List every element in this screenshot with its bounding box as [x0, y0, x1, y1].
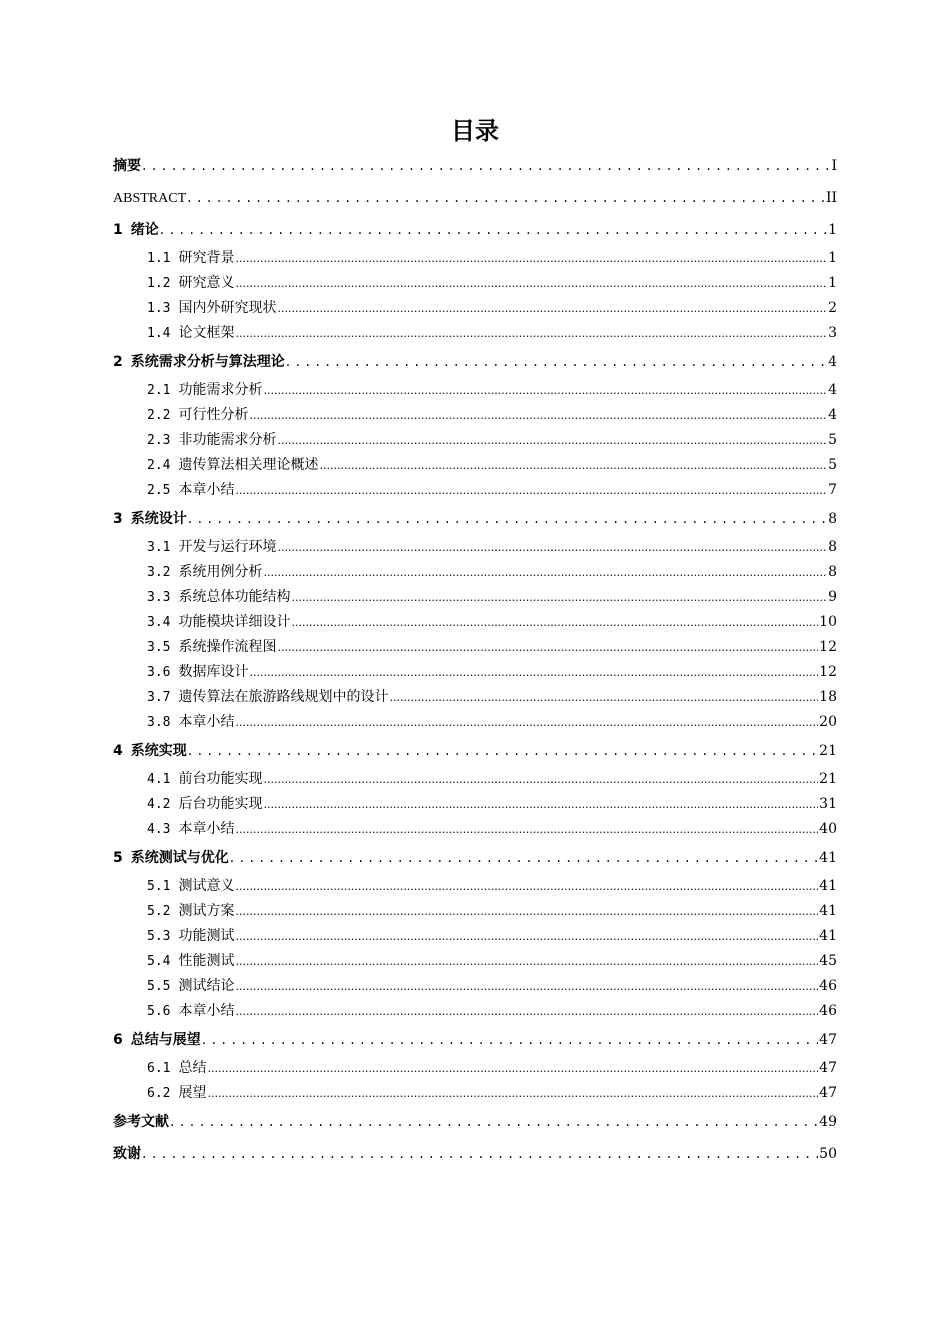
toc-dot-leader: [160, 214, 827, 246]
toc-section-entry[interactable]: [113, 899, 837, 924]
toc-entry-number: 4.2: [147, 797, 171, 812]
toc-section-entry[interactable]: [113, 271, 837, 296]
toc-section-entry[interactable]: [113, 874, 837, 899]
toc-entry-label: [113, 503, 187, 535]
toc-page-number: 21: [819, 771, 837, 787]
toc-entry-label: [147, 999, 234, 1024]
toc-page-number: 41: [819, 903, 837, 919]
toc-entry-number: 3.6: [147, 665, 171, 680]
toc-entry-number: 1.3: [147, 301, 171, 316]
toc-dot-leader: [291, 585, 827, 610]
toc-entry-number: 5.1: [147, 879, 171, 894]
toc-section-entry[interactable]: [113, 660, 837, 685]
toc-entry-number: 5.3: [147, 929, 171, 944]
toc-entry-title: 绪论: [130, 222, 159, 238]
toc-entry-title: 研究背景: [178, 250, 235, 266]
toc-section-entry[interactable]: [113, 378, 837, 403]
toc-chapter-entry[interactable]: [113, 503, 837, 535]
toc-page-number: 47: [819, 1060, 837, 1076]
toc-entry-number: 5.2: [147, 904, 171, 919]
toc-page-number: 31: [819, 796, 837, 812]
toc-entry-title: 本章小结: [178, 821, 235, 837]
toc-page-number: 50: [819, 1146, 837, 1162]
toc-dot-leader: [389, 685, 818, 710]
toc-entry-label: [147, 767, 262, 792]
toc-section-entry[interactable]: [113, 453, 837, 478]
toc-entry-label: [147, 817, 234, 842]
toc-section-entry[interactable]: [113, 767, 837, 792]
page-title: 目录: [451, 117, 499, 145]
toc-page-number: 46: [819, 1003, 837, 1019]
toc-section-entry[interactable]: [113, 321, 837, 346]
toc-entry-title: 功能测试: [178, 928, 235, 944]
toc-entry-label: [147, 296, 276, 321]
toc-entry-label: [147, 899, 234, 924]
toc-entry-label: [113, 182, 186, 215]
toc-entry-title: 功能模块详细设计: [178, 614, 291, 630]
toc-page-number: 45: [819, 953, 837, 969]
toc-page-number: 41: [819, 850, 837, 866]
toc-entry-number: 3: [113, 511, 123, 527]
toc-entry-label: [113, 150, 141, 182]
toc-entry-title: 摘要: [113, 158, 141, 174]
toc-entry-number: 3.8: [147, 715, 171, 730]
toc-section-entry[interactable]: [113, 428, 837, 453]
toc-page-number: 41: [819, 928, 837, 944]
toc-page-number: 5: [828, 457, 837, 473]
toc-page-number: 10: [819, 614, 837, 630]
toc-entry-title: 系统需求分析与算法理论: [130, 354, 285, 370]
toc-entry-title: 致谢: [113, 1146, 141, 1162]
toc-entry-title: 开发与运行环境: [178, 539, 277, 555]
toc-dot-leader: [142, 150, 830, 182]
toc-entry-label: [147, 246, 234, 271]
toc-entry-number: 3.4: [147, 615, 171, 630]
toc-entry-label: [113, 1138, 141, 1170]
toc-dot-leader: [235, 999, 818, 1024]
toc-entry-label: [147, 271, 234, 296]
toc-entry-label: [147, 585, 290, 610]
toc-dot-leader: [277, 428, 827, 453]
toc-page-number: 7: [828, 482, 837, 498]
toc-dot-leader: [277, 635, 818, 660]
toc-entry-label: [147, 535, 276, 560]
toc-entry-title: 论文框架: [178, 325, 235, 341]
toc-section-entry[interactable]: [113, 478, 837, 503]
toc-entry-title: 前台功能实现: [178, 771, 263, 787]
toc-entry-title: 测试方案: [178, 903, 235, 919]
toc-entry-label: [147, 610, 290, 635]
toc-page-number: II: [825, 190, 837, 206]
toc-page-number: 4: [828, 407, 837, 423]
toc-chapter-entry[interactable]: [113, 1106, 837, 1138]
toc-entry-number: 1.2: [147, 276, 171, 291]
toc-entry-title: 非功能需求分析: [178, 432, 277, 448]
toc-dot-leader: [235, 710, 818, 735]
toc-chapter-entry[interactable]: [113, 214, 837, 246]
toc-dot-leader: [235, 924, 818, 949]
toc-entry-number: 5.4: [147, 954, 171, 969]
toc-entry-number: 5.5: [147, 979, 171, 994]
toc-page-number: 47: [819, 1085, 837, 1101]
toc-page-number: 8: [828, 564, 837, 580]
toc-entry-label: [147, 478, 234, 503]
toc-entry-label: [147, 378, 262, 403]
toc-page-number: 47: [819, 1032, 837, 1048]
toc-entry-number: 3.1: [147, 540, 171, 555]
toc-dot-leader: [249, 660, 818, 685]
toc-entry-number: 5.6: [147, 1004, 171, 1019]
toc-page-number: 4: [828, 382, 837, 398]
toc-section-entry[interactable]: [113, 403, 837, 428]
toc-page-number: 12: [819, 639, 837, 655]
toc-page-number: 20: [819, 714, 837, 730]
toc-entry-number: 2.2: [147, 408, 171, 423]
table-of-contents: [113, 150, 837, 1170]
toc-entry-title: 研究意义: [178, 275, 235, 291]
toc-dot-leader: [235, 874, 818, 899]
toc-entry-number: 6: [113, 1032, 123, 1048]
toc-dot-leader: [263, 767, 818, 792]
toc-page-number: 2: [828, 300, 837, 316]
toc-entry-number: 6.1: [147, 1061, 171, 1076]
toc-dot-leader: [235, 899, 818, 924]
toc-section-entry[interactable]: [113, 246, 837, 271]
toc-entry-number: 4.3: [147, 822, 171, 837]
toc-page-number: 1: [828, 250, 837, 266]
toc-entry-number: 3.3: [147, 590, 171, 605]
toc-entry-label: [113, 1106, 169, 1138]
toc-section-entry[interactable]: [113, 635, 837, 660]
toc-entry-label: [113, 214, 159, 246]
toc-entry-title: 功能需求分析: [178, 382, 263, 398]
toc-entry-number: 3.5: [147, 640, 171, 655]
toc-section-entry[interactable]: [113, 610, 837, 635]
toc-entry-label: [147, 792, 262, 817]
toc-section-entry[interactable]: [113, 792, 837, 817]
toc-section-entry[interactable]: [113, 1056, 837, 1081]
toc-entry-title: 总结: [178, 1060, 207, 1076]
toc-section-entry[interactable]: [113, 924, 837, 949]
toc-entry-label: [113, 842, 229, 874]
toc-dot-leader: [142, 1138, 818, 1170]
toc-dot-leader: [235, 271, 827, 296]
toc-entry-title: 展望: [178, 1085, 207, 1101]
toc-entry-number: 4: [113, 743, 123, 759]
toc-section-entry[interactable]: [113, 974, 837, 999]
toc-dot-leader: [235, 246, 827, 271]
toc-dot-leader: [207, 1056, 818, 1081]
toc-entry-title: 系统操作流程图: [178, 639, 277, 655]
toc-dot-leader: [235, 321, 827, 346]
toc-entry-number: 2.4: [147, 458, 171, 473]
toc-dot-leader: [263, 560, 827, 585]
toc-page-number: 9: [828, 589, 837, 605]
toc-entry-title: ABSTRACT: [113, 191, 187, 206]
toc-entry-number: 2.3: [147, 433, 171, 448]
toc-entry-label: [147, 453, 318, 478]
toc-page-number: 46: [819, 978, 837, 994]
toc-entry-number: 2.5: [147, 483, 171, 498]
toc-dot-leader: [277, 296, 827, 321]
toc-entry-title: 系统用例分析: [178, 564, 263, 580]
toc-entry-title: 数据库设计: [178, 664, 249, 680]
toc-page-number: 1: [828, 275, 837, 291]
toc-page-number: 8: [828, 511, 837, 527]
toc-entry-label: [147, 428, 276, 453]
toc-entry-label: [147, 1081, 206, 1106]
toc-chapter-entry[interactable]: [113, 735, 837, 767]
toc-entry-label: [113, 346, 285, 378]
toc-entry-number: 4.1: [147, 772, 171, 787]
toc-section-entry[interactable]: [113, 535, 837, 560]
toc-page-number: 18: [819, 689, 837, 705]
toc-dot-leader: [263, 378, 827, 403]
toc-entry-label: [113, 735, 187, 767]
toc-entry-number: 3.7: [147, 690, 171, 705]
toc-entry-label: [147, 924, 234, 949]
toc-entry-title: 本章小结: [178, 714, 235, 730]
toc-page-number: 3: [828, 325, 837, 341]
toc-section-entry[interactable]: [113, 585, 837, 610]
toc-dot-leader: [235, 974, 818, 999]
toc-entry-title: 总结与展望: [130, 1032, 201, 1048]
toc-section-entry[interactable]: [113, 817, 837, 842]
toc-entry-label: [113, 1024, 201, 1056]
toc-chapter-entry[interactable]: [113, 1138, 837, 1170]
toc-dot-leader: [249, 403, 827, 428]
toc-entry-title: 系统设计: [130, 511, 187, 527]
toc-section-entry[interactable]: [113, 560, 837, 585]
toc-dot-leader: [188, 503, 827, 535]
toc-dot-leader: [207, 1081, 818, 1106]
toc-entry-label: [147, 1056, 206, 1081]
toc-page-number: I: [831, 158, 837, 174]
toc-entry-title: 系统测试与优化: [130, 850, 229, 866]
toc-section-entry[interactable]: [113, 999, 837, 1024]
toc-dot-leader: [235, 817, 818, 842]
toc-chapter-entry[interactable]: [113, 842, 837, 874]
toc-chapter-entry[interactable]: [113, 346, 837, 378]
toc-dot-leader: [286, 346, 827, 378]
toc-section-entry[interactable]: [113, 685, 837, 710]
toc-page-number: 5: [828, 432, 837, 448]
toc-page-number: 8: [828, 539, 837, 555]
toc-page-number: 4: [828, 354, 837, 370]
toc-page-number: 12: [819, 664, 837, 680]
toc-entry-title: 遗传算法相关理论概述: [178, 457, 319, 473]
toc-entry-label: [147, 560, 262, 585]
toc-dot-leader: [202, 1024, 818, 1056]
toc-entry-title: 测试结论: [178, 978, 235, 994]
toc-chapter-entry[interactable]: [113, 182, 837, 214]
toc-entry-label: [147, 949, 234, 974]
toc-entry-title: 后台功能实现: [178, 796, 263, 812]
toc-dot-leader: [291, 610, 818, 635]
toc-page-number: 40: [819, 821, 837, 837]
toc-page-number: 41: [819, 878, 837, 894]
toc-section-entry[interactable]: [113, 710, 837, 735]
toc-page-number: 21: [819, 743, 837, 759]
toc-dot-leader: [235, 478, 827, 503]
toc-entry-label: [147, 403, 248, 428]
toc-entry-number: 6.2: [147, 1086, 171, 1101]
toc-entry-title: 性能测试: [178, 953, 235, 969]
toc-entry-title: 国内外研究现状: [178, 300, 277, 316]
toc-entry-number: 2.1: [147, 383, 171, 398]
toc-dot-leader: [319, 453, 827, 478]
toc-dot-leader: [170, 1106, 818, 1138]
toc-entry-number: 1: [113, 222, 123, 238]
toc-entry-number: 5: [113, 850, 123, 866]
toc-entry-number: 1.4: [147, 326, 171, 341]
toc-entry-label: [147, 685, 388, 710]
toc-section-entry[interactable]: [113, 1081, 837, 1106]
toc-entry-label: [147, 710, 234, 735]
toc-dot-leader: [188, 735, 818, 767]
toc-dot-leader: [235, 949, 818, 974]
toc-entry-title: 系统总体功能结构: [178, 589, 291, 605]
toc-entry-number: 1.1: [147, 251, 171, 266]
toc-entry-title: 参考文献: [113, 1114, 169, 1130]
toc-entry-title: 本章小结: [178, 482, 235, 498]
toc-entry-title: 本章小结: [178, 1003, 235, 1019]
toc-entry-label: [147, 660, 248, 685]
toc-dot-leader: [263, 792, 818, 817]
toc-entry-label: [147, 874, 234, 899]
toc-section-entry[interactable]: [113, 949, 837, 974]
toc-page-number: 49: [819, 1114, 837, 1130]
toc-page-number: 1: [828, 222, 837, 238]
toc-section-entry[interactable]: [113, 296, 837, 321]
toc-entry-label: [147, 635, 276, 660]
toc-entry-title: 测试意义: [178, 878, 235, 894]
toc-entry-title: 可行性分析: [178, 407, 249, 423]
toc-chapter-entry[interactable]: [113, 1024, 837, 1056]
toc-dot-leader: [277, 535, 827, 560]
toc-entry-title: 系统实现: [130, 743, 187, 759]
toc-entry-number: 3.2: [147, 565, 171, 580]
toc-entry-number: 2: [113, 354, 123, 370]
toc-entry-label: [147, 321, 234, 346]
toc-dot-leader: [230, 842, 818, 874]
toc-entry-title: 遗传算法在旅游路线规划中的设计: [178, 689, 389, 705]
toc-entry-label: [147, 974, 234, 999]
toc-chapter-entry[interactable]: [113, 150, 837, 182]
toc-dot-leader: [187, 182, 825, 214]
